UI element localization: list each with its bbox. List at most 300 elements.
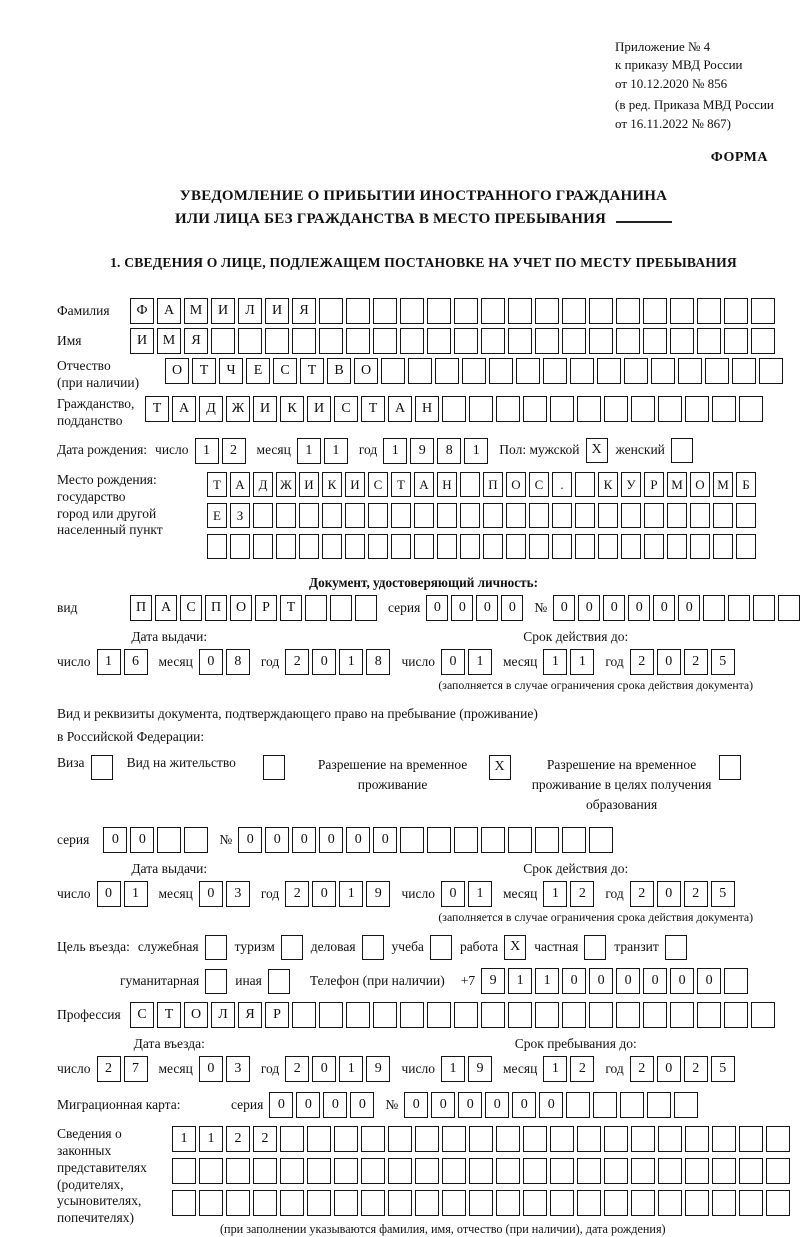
char-cell[interactable] — [307, 1190, 331, 1216]
char-cell[interactable]: 0 — [589, 968, 613, 994]
char-cell[interactable] — [388, 1126, 412, 1152]
char-cell[interactable] — [523, 1158, 547, 1184]
char-cell[interactable] — [724, 968, 748, 994]
char-cell[interactable]: 2 — [684, 649, 708, 675]
char-cell[interactable]: Д — [253, 472, 273, 497]
char-cell[interactable]: 0 — [657, 1056, 681, 1082]
char-cell[interactable] — [481, 328, 505, 354]
char-cell[interactable]: Т — [280, 595, 302, 621]
char-cell[interactable]: 2 — [570, 881, 594, 907]
char-cell[interactable] — [535, 827, 559, 853]
char-cell[interactable]: О — [184, 1002, 208, 1028]
char-cell[interactable] — [712, 1126, 736, 1152]
char-cell[interactable] — [550, 396, 574, 422]
char-cell[interactable] — [643, 1002, 667, 1028]
char-cell[interactable]: 2 — [285, 1056, 309, 1082]
char-cell[interactable]: 2 — [630, 881, 654, 907]
char-cell[interactable] — [373, 1002, 397, 1028]
char-cell[interactable]: О — [354, 358, 378, 384]
char-cell[interactable] — [631, 1158, 655, 1184]
char-cell[interactable] — [437, 503, 457, 528]
char-cell[interactable] — [562, 827, 586, 853]
char-cell[interactable] — [732, 358, 756, 384]
char-cell[interactable] — [703, 595, 725, 621]
char-cell[interactable]: 0 — [562, 968, 586, 994]
char-cell[interactable] — [712, 1158, 736, 1184]
char-cell[interactable] — [552, 503, 572, 528]
char-cell[interactable] — [427, 298, 451, 324]
char-cell[interactable] — [400, 298, 424, 324]
char-cell[interactable] — [620, 1092, 644, 1118]
char-cell[interactable] — [388, 1190, 412, 1216]
char-cell[interactable]: 0 — [312, 649, 336, 675]
char-cell[interactable] — [400, 827, 424, 853]
char-cell[interactable] — [292, 328, 316, 354]
char-cell[interactable] — [643, 298, 667, 324]
char-cell[interactable]: 1 — [199, 1126, 223, 1152]
char-cell[interactable]: М — [184, 298, 208, 324]
char-cell[interactable]: 1 — [339, 649, 363, 675]
char-cell[interactable]: 8 — [366, 649, 390, 675]
char-cell[interactable]: А — [157, 298, 181, 324]
char-cell[interactable] — [751, 298, 775, 324]
char-cell[interactable] — [184, 827, 208, 853]
char-cell[interactable] — [658, 1126, 682, 1152]
char-cell[interactable] — [690, 503, 710, 528]
char-cell[interactable]: 9 — [481, 968, 505, 994]
char-cell[interactable]: Т — [391, 472, 411, 497]
char-cell[interactable] — [226, 1158, 250, 1184]
char-cell[interactable] — [678, 358, 702, 384]
char-cell[interactable] — [346, 328, 370, 354]
char-cell[interactable] — [589, 298, 613, 324]
char-cell[interactable]: 1 — [543, 881, 567, 907]
char-cell[interactable]: Т — [192, 358, 216, 384]
char-cell[interactable] — [631, 1126, 655, 1152]
char-cell[interactable] — [496, 396, 520, 422]
char-cell[interactable] — [604, 1190, 628, 1216]
char-cell[interactable] — [690, 534, 710, 559]
char-cell[interactable]: 5 — [711, 649, 735, 675]
char-cell[interactable] — [460, 472, 480, 497]
char-cell[interactable]: Р — [265, 1002, 289, 1028]
char-cell[interactable]: С — [273, 358, 297, 384]
char-cell[interactable] — [330, 595, 352, 621]
char-cell[interactable]: М — [667, 472, 687, 497]
char-cell[interactable]: С — [130, 1002, 154, 1028]
char-cell[interactable] — [508, 1002, 532, 1028]
char-cell[interactable] — [334, 1126, 358, 1152]
char-cell[interactable]: 2 — [222, 438, 246, 464]
char-cell[interactable] — [575, 472, 595, 497]
char-cell[interactable] — [724, 328, 748, 354]
char-cell[interactable] — [280, 1126, 304, 1152]
char-cell[interactable]: 0 — [653, 595, 675, 621]
char-cell[interactable]: 1 — [464, 438, 488, 464]
char-cell[interactable] — [604, 1126, 628, 1152]
char-cell[interactable]: Е — [246, 358, 270, 384]
char-cell[interactable] — [739, 1126, 763, 1152]
char-cell[interactable]: 0 — [97, 881, 121, 907]
char-cell[interactable] — [207, 534, 227, 559]
char-cell[interactable] — [276, 503, 296, 528]
char-cell[interactable] — [346, 298, 370, 324]
char-cell[interactable] — [597, 358, 621, 384]
char-cell[interactable] — [670, 328, 694, 354]
char-cell[interactable] — [427, 1002, 451, 1028]
char-cell[interactable]: Т — [300, 358, 324, 384]
char-cell[interactable]: А — [414, 472, 434, 497]
char-cell[interactable] — [368, 503, 388, 528]
char-cell[interactable] — [535, 328, 559, 354]
char-cell[interactable]: 0 — [451, 595, 473, 621]
char-cell[interactable] — [658, 396, 682, 422]
residence-permit-checkbox[interactable] — [263, 755, 285, 780]
char-cell[interactable]: Я — [238, 1002, 262, 1028]
char-cell[interactable] — [414, 534, 434, 559]
char-cell[interactable]: 1 — [172, 1126, 196, 1152]
char-cell[interactable]: Р — [644, 472, 664, 497]
char-cell[interactable] — [157, 827, 181, 853]
char-cell[interactable]: 1 — [297, 438, 321, 464]
char-cell[interactable]: 2 — [630, 1056, 654, 1082]
char-cell[interactable] — [319, 1002, 343, 1028]
char-cell[interactable] — [292, 1002, 316, 1028]
char-cell[interactable]: 0 — [103, 827, 127, 853]
char-cell[interactable]: С — [180, 595, 202, 621]
char-cell[interactable]: 0 — [199, 649, 223, 675]
char-cell[interactable] — [712, 1190, 736, 1216]
char-cell[interactable] — [400, 1002, 424, 1028]
purpose-work-checkbox[interactable]: X — [504, 935, 526, 960]
purpose-business-checkbox[interactable] — [362, 935, 384, 960]
char-cell[interactable]: А — [155, 595, 177, 621]
char-cell[interactable] — [454, 298, 478, 324]
gender-female-checkbox[interactable] — [671, 438, 693, 463]
char-cell[interactable] — [575, 503, 595, 528]
char-cell[interactable] — [697, 298, 721, 324]
char-cell[interactable] — [593, 1092, 617, 1118]
char-cell[interactable]: К — [322, 472, 342, 497]
char-cell[interactable]: 0 — [346, 827, 370, 853]
char-cell[interactable] — [589, 1002, 613, 1028]
char-cell[interactable]: И — [299, 472, 319, 497]
char-cell[interactable] — [577, 1158, 601, 1184]
char-cell[interactable] — [442, 1190, 466, 1216]
visa-checkbox[interactable] — [91, 755, 113, 780]
char-cell[interactable] — [355, 595, 377, 621]
char-cell[interactable]: 0 — [265, 827, 289, 853]
char-cell[interactable] — [442, 396, 466, 422]
char-cell[interactable]: Ч — [219, 358, 243, 384]
char-cell[interactable]: П — [205, 595, 227, 621]
char-cell[interactable]: 0 — [441, 649, 465, 675]
char-cell[interactable]: 0 — [657, 649, 681, 675]
char-cell[interactable] — [427, 328, 451, 354]
char-cell[interactable] — [724, 298, 748, 324]
char-cell[interactable]: П — [483, 472, 503, 497]
char-cell[interactable] — [736, 503, 756, 528]
char-cell[interactable] — [253, 534, 273, 559]
char-cell[interactable] — [529, 503, 549, 528]
char-cell[interactable] — [508, 827, 532, 853]
char-cell[interactable] — [766, 1190, 790, 1216]
char-cell[interactable]: 2 — [97, 1056, 121, 1082]
char-cell[interactable]: 0 — [404, 1092, 428, 1118]
char-cell[interactable]: Т — [361, 396, 385, 422]
char-cell[interactable] — [381, 358, 405, 384]
char-cell[interactable] — [577, 1126, 601, 1152]
char-cell[interactable]: 6 — [124, 649, 148, 675]
char-cell[interactable]: Н — [437, 472, 457, 497]
char-cell[interactable]: 9 — [366, 1056, 390, 1082]
char-cell[interactable] — [543, 358, 567, 384]
char-cell[interactable] — [496, 1126, 520, 1152]
char-cell[interactable]: 1 — [543, 649, 567, 675]
char-cell[interactable] — [305, 595, 327, 621]
char-cell[interactable]: Т — [207, 472, 227, 497]
char-cell[interactable] — [346, 1002, 370, 1028]
char-cell[interactable] — [674, 1092, 698, 1118]
char-cell[interactable] — [643, 328, 667, 354]
char-cell[interactable]: 9 — [366, 881, 390, 907]
char-cell[interactable]: С — [529, 472, 549, 497]
char-cell[interactable] — [172, 1158, 196, 1184]
char-cell[interactable] — [427, 827, 451, 853]
char-cell[interactable]: М — [157, 328, 181, 354]
char-cell[interactable]: Е — [207, 503, 227, 528]
char-cell[interactable] — [616, 1002, 640, 1028]
purpose-tourism-checkbox[interactable] — [281, 935, 303, 960]
char-cell[interactable]: 1 — [468, 881, 492, 907]
char-cell[interactable] — [415, 1126, 439, 1152]
char-cell[interactable] — [462, 358, 486, 384]
char-cell[interactable] — [373, 328, 397, 354]
char-cell[interactable] — [460, 503, 480, 528]
char-cell[interactable] — [516, 358, 540, 384]
char-cell[interactable] — [211, 328, 235, 354]
char-cell[interactable]: 0 — [312, 1056, 336, 1082]
char-cell[interactable]: 0 — [426, 595, 448, 621]
char-cell[interactable]: 8 — [226, 649, 250, 675]
char-cell[interactable]: 0 — [539, 1092, 563, 1118]
char-cell[interactable]: 1 — [339, 1056, 363, 1082]
char-cell[interactable]: 0 — [628, 595, 650, 621]
char-cell[interactable] — [334, 1158, 358, 1184]
char-cell[interactable]: Я — [184, 328, 208, 354]
char-cell[interactable] — [442, 1126, 466, 1152]
char-cell[interactable]: 0 — [616, 968, 640, 994]
char-cell[interactable] — [391, 503, 411, 528]
char-cell[interactable]: 0 — [373, 827, 397, 853]
char-cell[interactable] — [535, 1002, 559, 1028]
char-cell[interactable] — [345, 534, 365, 559]
char-cell[interactable]: 0 — [238, 827, 262, 853]
char-cell[interactable]: Н — [415, 396, 439, 422]
char-cell[interactable]: Л — [211, 1002, 235, 1028]
char-cell[interactable]: 0 — [199, 1056, 223, 1082]
char-cell[interactable]: 1 — [543, 1056, 567, 1082]
char-cell[interactable] — [728, 595, 750, 621]
char-cell[interactable]: 0 — [199, 881, 223, 907]
char-cell[interactable]: 1 — [570, 649, 594, 675]
char-cell[interactable]: 1 — [124, 881, 148, 907]
char-cell[interactable]: 0 — [643, 968, 667, 994]
char-cell[interactable]: 1 — [383, 438, 407, 464]
char-cell[interactable] — [631, 396, 655, 422]
char-cell[interactable] — [562, 328, 586, 354]
char-cell[interactable]: К — [598, 472, 618, 497]
char-cell[interactable] — [562, 298, 586, 324]
char-cell[interactable] — [280, 1190, 304, 1216]
char-cell[interactable]: 2 — [285, 649, 309, 675]
char-cell[interactable]: О — [165, 358, 189, 384]
char-cell[interactable]: 2 — [570, 1056, 594, 1082]
char-cell[interactable]: 0 — [323, 1092, 347, 1118]
char-cell[interactable]: 2 — [684, 881, 708, 907]
char-cell[interactable] — [570, 358, 594, 384]
char-cell[interactable] — [529, 534, 549, 559]
char-cell[interactable] — [651, 358, 675, 384]
char-cell[interactable] — [307, 1126, 331, 1152]
char-cell[interactable]: 0 — [476, 595, 498, 621]
char-cell[interactable] — [751, 1002, 775, 1028]
char-cell[interactable] — [469, 396, 493, 422]
char-cell[interactable]: 0 — [296, 1092, 320, 1118]
purpose-other-checkbox[interactable] — [268, 969, 290, 994]
char-cell[interactable] — [751, 328, 775, 354]
char-cell[interactable]: 5 — [711, 1056, 735, 1082]
char-cell[interactable]: 5 — [711, 881, 735, 907]
char-cell[interactable]: 0 — [578, 595, 600, 621]
char-cell[interactable] — [598, 503, 618, 528]
char-cell[interactable] — [334, 1190, 358, 1216]
char-cell[interactable] — [319, 298, 343, 324]
char-cell[interactable] — [667, 503, 687, 528]
char-cell[interactable] — [713, 503, 733, 528]
char-cell[interactable]: 1 — [97, 649, 121, 675]
char-cell[interactable] — [299, 503, 319, 528]
char-cell[interactable] — [724, 1002, 748, 1028]
char-cell[interactable] — [523, 1190, 547, 1216]
char-cell[interactable] — [753, 595, 775, 621]
char-cell[interactable] — [276, 534, 296, 559]
char-cell[interactable] — [535, 298, 559, 324]
char-cell[interactable]: Т — [145, 396, 169, 422]
char-cell[interactable] — [759, 358, 783, 384]
char-cell[interactable] — [454, 827, 478, 853]
char-cell[interactable] — [577, 396, 601, 422]
char-cell[interactable]: 0 — [441, 881, 465, 907]
char-cell[interactable] — [481, 827, 505, 853]
char-cell[interactable] — [368, 534, 388, 559]
char-cell[interactable] — [739, 1158, 763, 1184]
char-cell[interactable]: И — [130, 328, 154, 354]
char-cell[interactable]: 0 — [485, 1092, 509, 1118]
temp-residence-edu-checkbox[interactable] — [719, 755, 741, 780]
char-cell[interactable] — [361, 1158, 385, 1184]
char-cell[interactable] — [506, 503, 526, 528]
char-cell[interactable]: В — [327, 358, 351, 384]
char-cell[interactable] — [644, 534, 664, 559]
char-cell[interactable] — [712, 396, 736, 422]
char-cell[interactable]: 0 — [553, 595, 575, 621]
char-cell[interactable] — [280, 1158, 304, 1184]
char-cell[interactable] — [230, 534, 250, 559]
char-cell[interactable]: Т — [157, 1002, 181, 1028]
char-cell[interactable] — [238, 328, 262, 354]
char-cell[interactable] — [697, 1002, 721, 1028]
char-cell[interactable]: С — [334, 396, 358, 422]
char-cell[interactable] — [322, 503, 342, 528]
char-cell[interactable]: 0 — [312, 881, 336, 907]
char-cell[interactable] — [523, 1126, 547, 1152]
char-cell[interactable] — [496, 1190, 520, 1216]
char-cell[interactable] — [621, 534, 641, 559]
char-cell[interactable] — [442, 1158, 466, 1184]
char-cell[interactable] — [322, 534, 342, 559]
char-cell[interactable]: 1 — [468, 649, 492, 675]
char-cell[interactable] — [552, 534, 572, 559]
char-cell[interactable]: 0 — [697, 968, 721, 994]
char-cell[interactable]: 2 — [226, 1126, 250, 1152]
char-cell[interactable]: 0 — [501, 595, 523, 621]
char-cell[interactable] — [713, 534, 733, 559]
char-cell[interactable] — [388, 1158, 412, 1184]
char-cell[interactable]: 8 — [437, 438, 461, 464]
char-cell[interactable] — [483, 534, 503, 559]
char-cell[interactable] — [469, 1126, 493, 1152]
char-cell[interactable] — [199, 1190, 223, 1216]
char-cell[interactable]: 0 — [603, 595, 625, 621]
purpose-private-checkbox[interactable] — [584, 935, 606, 960]
char-cell[interactable]: 1 — [441, 1056, 465, 1082]
char-cell[interactable]: З — [230, 503, 250, 528]
char-cell[interactable]: 2 — [684, 1056, 708, 1082]
char-cell[interactable] — [373, 298, 397, 324]
char-cell[interactable]: М — [713, 472, 733, 497]
char-cell[interactable]: 0 — [431, 1092, 455, 1118]
char-cell[interactable] — [481, 1002, 505, 1028]
char-cell[interactable]: 2 — [285, 881, 309, 907]
char-cell[interactable] — [172, 1190, 196, 1216]
char-cell[interactable] — [523, 396, 547, 422]
char-cell[interactable] — [616, 328, 640, 354]
char-cell[interactable] — [496, 1158, 520, 1184]
char-cell[interactable]: А — [230, 472, 250, 497]
char-cell[interactable] — [631, 1190, 655, 1216]
char-cell[interactable] — [319, 328, 343, 354]
char-cell[interactable]: П — [130, 595, 152, 621]
char-cell[interactable] — [454, 328, 478, 354]
char-cell[interactable] — [705, 358, 729, 384]
char-cell[interactable] — [361, 1126, 385, 1152]
char-cell[interactable] — [647, 1092, 671, 1118]
temp-residence-checkbox[interactable]: X — [489, 755, 511, 780]
char-cell[interactable]: С — [368, 472, 388, 497]
char-cell[interactable] — [199, 1158, 223, 1184]
char-cell[interactable] — [506, 534, 526, 559]
char-cell[interactable] — [685, 396, 709, 422]
char-cell[interactable]: 2 — [630, 649, 654, 675]
char-cell[interactable] — [658, 1158, 682, 1184]
char-cell[interactable] — [589, 328, 613, 354]
purpose-humanitarian-checkbox[interactable] — [205, 969, 227, 994]
char-cell[interactable]: . — [552, 472, 572, 497]
char-cell[interactable]: 9 — [410, 438, 434, 464]
char-cell[interactable] — [415, 1158, 439, 1184]
purpose-transit-checkbox[interactable] — [665, 935, 687, 960]
